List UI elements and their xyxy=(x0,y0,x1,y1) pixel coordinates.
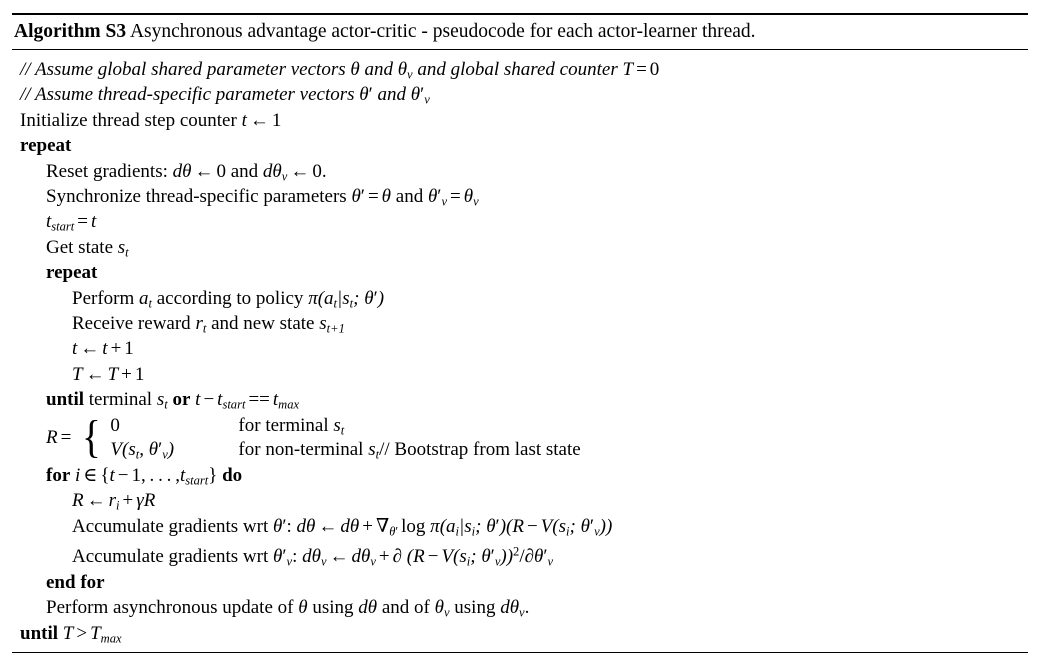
comment-text: // Assume global shared parameter vectors θ and $\theta_v$ and global shared counter xyxy=(20,59,618,82)
accumulate-theta-v-math: $d\theta_v$ ← $d\theta_v$ + ∂ ($R - V(s_i$; $\theta'_v))^2/\partial\theta'_v$ xyxy=(302,544,554,569)
accumulate-theta-text: Accumulate gradients wrt θ′: xyxy=(72,515,292,537)
reset-gradients-math: dθ ← 0 and $d\theta_v$ ← 0. xyxy=(172,160,327,184)
until-condition-math: $t - t_{start} == t_{max}$ xyxy=(195,389,300,412)
get-state-text: Get state xyxy=(46,236,114,258)
line-get-state xyxy=(12,235,1028,260)
cases-condition: for non-terminal $s_t//$ Bootstrap from last state xyxy=(238,438,581,462)
until-text: terminal xyxy=(88,389,153,411)
line-perform-action xyxy=(12,286,1028,311)
line-comment-thread xyxy=(12,82,1028,107)
line-synchronize-params xyxy=(12,184,1028,209)
line-t-increment xyxy=(12,336,1028,361)
algorithm-caption: Asynchronous advantage actor-critic - pseudocode for each actor-learner thread. xyxy=(129,21,756,42)
for-range-math: i ∈ {t − 1, . . . $,t_{start}$} xyxy=(75,464,218,488)
pseudocode-body xyxy=(12,50,1028,652)
accumulate-theta-v-text: Accumulate gradients wrt $\theta'_v$: xyxy=(72,546,298,569)
cases-condition: for terminal $s_t$ xyxy=(238,414,345,438)
line-comment-global xyxy=(12,57,1028,82)
comment-text: // Assume thread-specific parameter vectors θ′ and $\theta'_v$ xyxy=(20,84,430,107)
line-accumulate-theta xyxy=(12,514,1028,545)
reset-gradients-text: Reset gradients: xyxy=(46,160,168,182)
t-increment-math: t ← t + 1 xyxy=(72,338,134,360)
receive-text: Receive reward xyxy=(72,313,191,335)
line-until-inner xyxy=(12,387,1028,412)
cases-value: 0 xyxy=(110,414,120,436)
cases-brace: { xyxy=(82,411,102,463)
keyword-repeat: repeat xyxy=(20,135,72,157)
cases-row-nonterminal xyxy=(110,438,580,462)
keyword-repeat: repeat xyxy=(46,262,98,284)
async-update-math: θ using dθ and of $\theta_v$ using $d\theta_v$. xyxy=(298,597,530,620)
until-outer-math: $T > T_{max}$ xyxy=(62,622,122,646)
async-update-text: Perform asynchronous update of xyxy=(46,597,294,619)
line-accumulate-theta-v xyxy=(12,544,1028,569)
algorithm-label: Algorithm S3 xyxy=(14,21,127,42)
keyword-for: for xyxy=(46,464,71,486)
line-receive-reward xyxy=(12,311,1028,336)
keyword-until: until xyxy=(46,389,85,411)
line-for-loop xyxy=(12,463,1028,488)
return-update-math: R ← $r_i + \gamma R$ xyxy=(72,490,156,513)
cases-lhs: R = xyxy=(46,426,72,448)
line-initialize-counter xyxy=(12,108,1028,133)
line-tstart-assign xyxy=(12,209,1028,234)
cases-rows xyxy=(110,414,580,462)
cases-value: $V(s_t$, $\theta'_v$) xyxy=(110,438,175,462)
get-state-math: $s_t$ xyxy=(117,236,129,260)
perform-text-2: according to policy xyxy=(156,287,304,309)
synchronize-math: θ′ = θ and $\theta'_v = \theta_v$ xyxy=(351,186,479,209)
next-state-math: $s_{t+1}$ xyxy=(319,313,345,336)
T-increment-math: T ← T + 1 xyxy=(72,363,145,385)
synchronize-text: Synchronize thread-specific parameters xyxy=(46,186,347,208)
keyword-or: or xyxy=(172,389,191,411)
initialize-math: t ← 1 xyxy=(241,109,282,131)
perform-text: Perform xyxy=(72,287,135,309)
line-return-update xyxy=(12,488,1028,513)
keyword-until: until xyxy=(20,622,59,644)
line-end-for xyxy=(12,570,1028,595)
line-return-cases xyxy=(12,413,1028,463)
algorithm-figure xyxy=(12,13,1028,653)
receive-text-2: and new state xyxy=(211,313,315,335)
cases-row-terminal xyxy=(110,414,580,438)
line-T-increment xyxy=(12,362,1028,387)
keyword-end-for: end for xyxy=(46,571,105,593)
counter-init-math: T = 0 xyxy=(622,59,660,80)
line-reset-gradients xyxy=(12,159,1028,184)
reward-math: $r_t$ xyxy=(195,313,207,336)
keyword-do: do xyxy=(222,464,243,486)
line-repeat-outer xyxy=(12,133,1028,158)
bootstrap-comment: // Bootstrap from last state xyxy=(379,438,581,460)
accumulate-theta-math: dθ ← dθ + ∇θ′ $\log \pi(a_i|s_i$; $\theta')(R - V(s_i$; $\theta'_v$)) xyxy=(296,515,613,538)
algorithm-header xyxy=(12,15,1028,49)
policy-math: $\pi(a_t|s_t$; θ′) xyxy=(308,287,385,311)
line-repeat-inner xyxy=(12,260,1028,285)
until-state-math: $s_t$ xyxy=(156,389,168,412)
tstart-math: $t_{start} = t$ xyxy=(46,211,97,234)
action-math: $a_t$ xyxy=(139,287,152,311)
initialize-text: Initialize thread step counter xyxy=(20,109,237,131)
line-until-outer xyxy=(12,621,1028,646)
